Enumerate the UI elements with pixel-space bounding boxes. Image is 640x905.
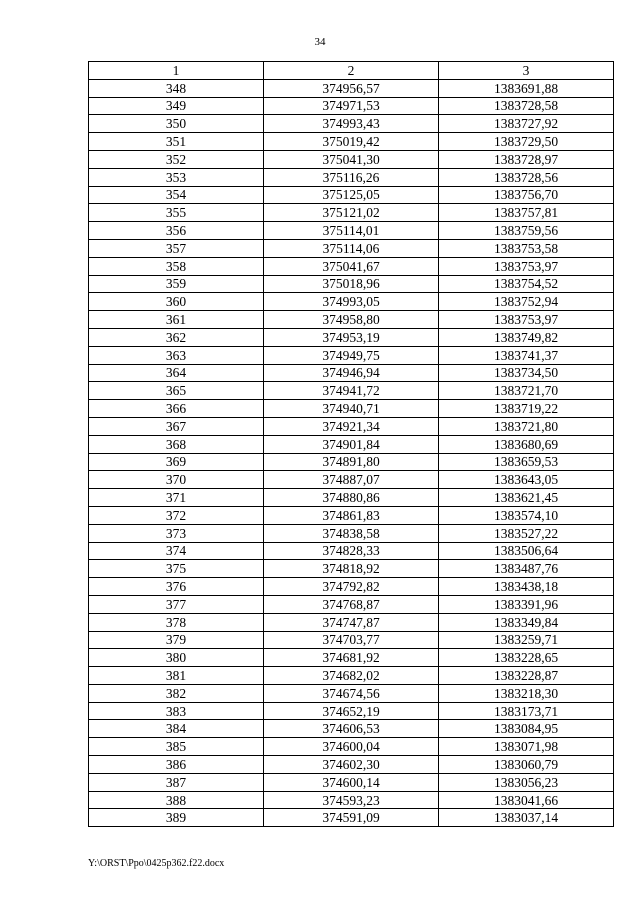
table-row — [89, 150, 614, 168]
point-number-cell: 371 — [89, 489, 264, 507]
y-coordinate-cell: 1383728,58 — [439, 97, 614, 115]
table-row — [89, 275, 614, 293]
y-coordinate-cell: 1383041,66 — [439, 791, 614, 809]
table-row — [89, 311, 614, 329]
y-coordinate-cell: 1383056,23 — [439, 773, 614, 791]
y-coordinate-cell: 1383071,98 — [439, 738, 614, 756]
x-coordinate-cell: 375125,05 — [264, 186, 439, 204]
point-number-cell: 374 — [89, 542, 264, 560]
point-number-cell: 385 — [89, 738, 264, 756]
y-coordinate-cell: 1383721,70 — [439, 382, 614, 400]
x-coordinate-cell: 375041,67 — [264, 257, 439, 275]
y-coordinate-cell: 1383037,14 — [439, 809, 614, 827]
point-number-cell: 380 — [89, 649, 264, 667]
y-coordinate-cell: 1383391,96 — [439, 595, 614, 613]
x-coordinate-cell: 374880,86 — [264, 489, 439, 507]
y-coordinate-cell: 1383643,05 — [439, 471, 614, 489]
y-coordinate-cell: 1383753,97 — [439, 257, 614, 275]
y-coordinate-cell: 1383506,64 — [439, 542, 614, 560]
y-coordinate-cell: 1383734,50 — [439, 364, 614, 382]
x-coordinate-cell: 374901,84 — [264, 435, 439, 453]
table-row — [89, 453, 614, 471]
table-row — [89, 204, 614, 222]
y-coordinate-cell: 1383741,37 — [439, 346, 614, 364]
point-number-cell: 379 — [89, 631, 264, 649]
y-coordinate-cell: 1383728,97 — [439, 150, 614, 168]
table-row — [89, 542, 614, 560]
point-number-cell: 351 — [89, 133, 264, 151]
y-coordinate-cell: 1383659,53 — [439, 453, 614, 471]
x-coordinate-cell: 374940,71 — [264, 400, 439, 418]
x-coordinate-cell: 374946,94 — [264, 364, 439, 382]
y-coordinate-cell: 1383228,65 — [439, 649, 614, 667]
coordinates-table — [88, 61, 614, 827]
y-coordinate-cell: 1383259,71 — [439, 631, 614, 649]
table-row — [89, 809, 614, 827]
table-row — [89, 649, 614, 667]
table-row — [89, 79, 614, 97]
table-row — [89, 773, 614, 791]
x-coordinate-cell: 374921,34 — [264, 417, 439, 435]
y-coordinate-cell: 1383756,70 — [439, 186, 614, 204]
point-number-cell: 356 — [89, 222, 264, 240]
y-coordinate-cell: 1383173,71 — [439, 702, 614, 720]
point-number-cell: 369 — [89, 453, 264, 471]
table-row — [89, 791, 614, 809]
y-coordinate-cell: 1383719,22 — [439, 400, 614, 418]
point-number-cell: 350 — [89, 115, 264, 133]
y-coordinate-cell: 1383749,82 — [439, 328, 614, 346]
x-coordinate-cell: 375121,02 — [264, 204, 439, 222]
point-number-cell: 368 — [89, 435, 264, 453]
point-number-cell: 363 — [89, 346, 264, 364]
point-number-cell: 381 — [89, 667, 264, 685]
x-coordinate-cell: 374993,05 — [264, 293, 439, 311]
x-coordinate-cell: 374838,58 — [264, 524, 439, 542]
column-header: 2 — [264, 62, 439, 80]
x-coordinate-cell: 374681,92 — [264, 649, 439, 667]
y-coordinate-cell: 1383527,22 — [439, 524, 614, 542]
table-row — [89, 560, 614, 578]
x-coordinate-cell: 374953,19 — [264, 328, 439, 346]
point-number-cell: 359 — [89, 275, 264, 293]
x-coordinate-cell: 374818,92 — [264, 560, 439, 578]
x-coordinate-cell: 374941,72 — [264, 382, 439, 400]
x-coordinate-cell: 374828,33 — [264, 542, 439, 560]
table-row — [89, 133, 614, 151]
y-coordinate-cell: 1383487,76 — [439, 560, 614, 578]
y-coordinate-cell: 1383721,80 — [439, 417, 614, 435]
y-coordinate-cell: 1383438,18 — [439, 578, 614, 596]
point-number-cell: 373 — [89, 524, 264, 542]
table-row — [89, 667, 614, 685]
table-row — [89, 168, 614, 186]
page-number: 34 — [314, 36, 326, 48]
y-coordinate-cell: 1383228,87 — [439, 667, 614, 685]
table-row — [89, 115, 614, 133]
point-number-cell: 383 — [89, 702, 264, 720]
point-number-cell: 352 — [89, 150, 264, 168]
x-coordinate-cell: 375114,06 — [264, 239, 439, 257]
x-coordinate-cell: 374674,56 — [264, 684, 439, 702]
point-number-cell: 361 — [89, 311, 264, 329]
table-row — [89, 578, 614, 596]
table-row — [89, 756, 614, 774]
x-coordinate-cell: 374602,30 — [264, 756, 439, 774]
table-row — [89, 293, 614, 311]
y-coordinate-cell: 1383729,50 — [439, 133, 614, 151]
x-coordinate-cell: 375116,26 — [264, 168, 439, 186]
point-number-cell: 376 — [89, 578, 264, 596]
table-row — [89, 364, 614, 382]
y-coordinate-cell: 1383727,92 — [439, 115, 614, 133]
point-number-cell: 389 — [89, 809, 264, 827]
table-row — [89, 186, 614, 204]
point-number-cell: 348 — [89, 79, 264, 97]
y-coordinate-cell: 1383753,97 — [439, 311, 614, 329]
x-coordinate-cell: 374887,07 — [264, 471, 439, 489]
y-coordinate-cell: 1383728,56 — [439, 168, 614, 186]
y-coordinate-cell: 1383621,45 — [439, 489, 614, 507]
y-coordinate-cell: 1383060,79 — [439, 756, 614, 774]
y-coordinate-cell: 1383084,95 — [439, 720, 614, 738]
table-row — [89, 435, 614, 453]
y-coordinate-cell: 1383752,94 — [439, 293, 614, 311]
x-coordinate-cell: 374891,80 — [264, 453, 439, 471]
x-coordinate-cell: 374703,77 — [264, 631, 439, 649]
point-number-cell: 360 — [89, 293, 264, 311]
y-coordinate-cell: 1383349,84 — [439, 613, 614, 631]
table-row — [89, 489, 614, 507]
x-coordinate-cell: 374600,14 — [264, 773, 439, 791]
x-coordinate-cell: 375019,42 — [264, 133, 439, 151]
x-coordinate-cell: 374606,53 — [264, 720, 439, 738]
table-row — [89, 328, 614, 346]
column-header: 3 — [439, 62, 614, 80]
table-row — [89, 471, 614, 489]
x-coordinate-cell: 374600,04 — [264, 738, 439, 756]
point-number-cell: 353 — [89, 168, 264, 186]
table-row — [89, 257, 614, 275]
point-number-cell: 382 — [89, 684, 264, 702]
point-number-cell: 377 — [89, 595, 264, 613]
point-number-cell: 365 — [89, 382, 264, 400]
table-row — [89, 506, 614, 524]
point-number-cell: 370 — [89, 471, 264, 489]
point-number-cell: 354 — [89, 186, 264, 204]
x-coordinate-cell: 374747,87 — [264, 613, 439, 631]
y-coordinate-cell: 1383759,56 — [439, 222, 614, 240]
table-row — [89, 702, 614, 720]
y-coordinate-cell: 1383218,30 — [439, 684, 614, 702]
x-coordinate-cell: 374861,83 — [264, 506, 439, 524]
point-number-cell: 378 — [89, 613, 264, 631]
point-number-cell: 349 — [89, 97, 264, 115]
table-header-row — [89, 62, 614, 80]
x-coordinate-cell: 374993,43 — [264, 115, 439, 133]
x-coordinate-cell: 374593,23 — [264, 791, 439, 809]
x-coordinate-cell: 374591,09 — [264, 809, 439, 827]
table-row — [89, 382, 614, 400]
table-row — [89, 720, 614, 738]
table-row — [89, 400, 614, 418]
y-coordinate-cell: 1383680,69 — [439, 435, 614, 453]
x-coordinate-cell: 374949,75 — [264, 346, 439, 364]
x-coordinate-cell: 374768,87 — [264, 595, 439, 613]
point-number-cell: 364 — [89, 364, 264, 382]
x-coordinate-cell: 374682,02 — [264, 667, 439, 685]
table-body — [89, 79, 614, 826]
table-row — [89, 346, 614, 364]
point-number-cell: 357 — [89, 239, 264, 257]
y-coordinate-cell: 1383757,81 — [439, 204, 614, 222]
x-coordinate-cell: 375018,96 — [264, 275, 439, 293]
table-row — [89, 613, 614, 631]
column-header: 1 — [89, 62, 264, 80]
table-row — [89, 417, 614, 435]
point-number-cell: 388 — [89, 791, 264, 809]
x-coordinate-cell: 374956,57 — [264, 79, 439, 97]
footer-file-path: Y:\ORST\Ppo\0425p362.f22.docx — [88, 858, 225, 869]
table-row — [89, 684, 614, 702]
point-number-cell: 387 — [89, 773, 264, 791]
x-coordinate-cell: 375041,30 — [264, 150, 439, 168]
point-number-cell: 358 — [89, 257, 264, 275]
y-coordinate-cell: 1383574,10 — [439, 506, 614, 524]
y-coordinate-cell: 1383754,52 — [439, 275, 614, 293]
point-number-cell: 372 — [89, 506, 264, 524]
x-coordinate-cell: 374971,53 — [264, 97, 439, 115]
point-number-cell: 384 — [89, 720, 264, 738]
table-row — [89, 222, 614, 240]
table-row — [89, 631, 614, 649]
point-number-cell: 355 — [89, 204, 264, 222]
point-number-cell: 366 — [89, 400, 264, 418]
table-row — [89, 738, 614, 756]
x-coordinate-cell: 374652,19 — [264, 702, 439, 720]
table-row — [89, 239, 614, 257]
point-number-cell: 367 — [89, 417, 264, 435]
x-coordinate-cell: 374792,82 — [264, 578, 439, 596]
y-coordinate-cell: 1383753,58 — [439, 239, 614, 257]
x-coordinate-cell: 374958,80 — [264, 311, 439, 329]
y-coordinate-cell: 1383691,88 — [439, 79, 614, 97]
table-row — [89, 97, 614, 115]
table-row — [89, 595, 614, 613]
point-number-cell: 362 — [89, 328, 264, 346]
point-number-cell: 386 — [89, 756, 264, 774]
x-coordinate-cell: 375114,01 — [264, 222, 439, 240]
point-number-cell: 375 — [89, 560, 264, 578]
table-row — [89, 524, 614, 542]
